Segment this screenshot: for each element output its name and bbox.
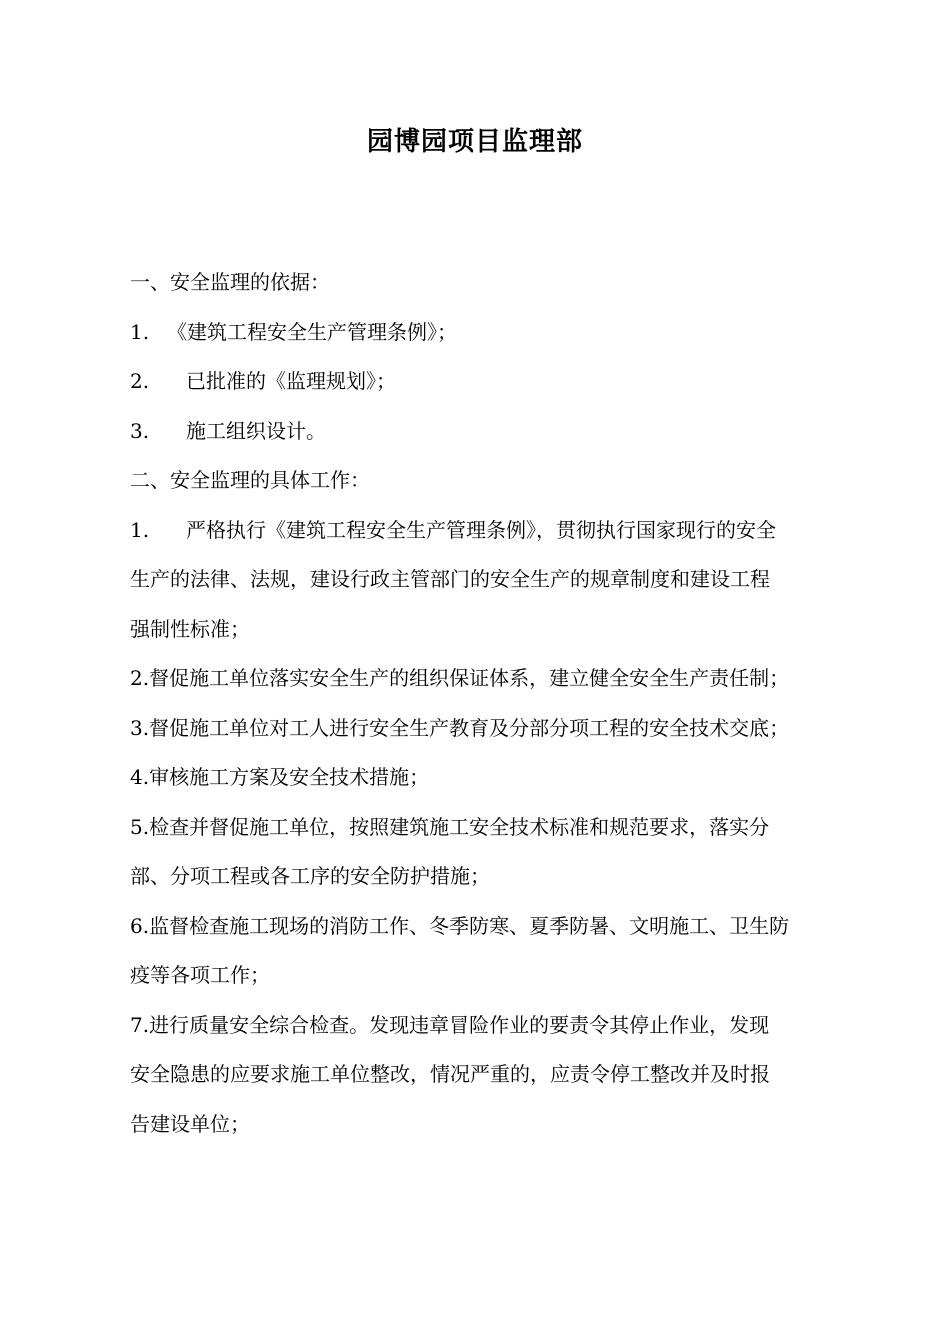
line-text: 严格执行《建筑工程安全生产管理条例》，贯彻执行国家现行的安全 bbox=[186, 517, 776, 542]
work-item-1 bbox=[130, 506, 860, 556]
line-text: 《建筑工程安全生产管理条例》； bbox=[167, 319, 457, 344]
work-item-7-cont bbox=[130, 1050, 860, 1100]
basis-item-2 bbox=[130, 357, 860, 407]
work-item-5 bbox=[130, 803, 860, 853]
line-text: 生产的法律、法规，建设行政主管部门的安全生产的规章制度和建设工程 bbox=[130, 567, 770, 591]
line-text: 2.督促施工单位落实安全生产的组织保证体系，建立健全安全生产责任制； bbox=[130, 666, 790, 690]
line-text: 强制性标准； bbox=[130, 616, 250, 641]
line-text: 4.审核施工方案及安全技术措施； bbox=[130, 765, 430, 789]
item-number: 1. bbox=[130, 517, 150, 542]
line-text: 已批准的《监理规划》； bbox=[186, 369, 396, 393]
work-item-6 bbox=[130, 902, 860, 952]
work-item-4 bbox=[130, 753, 860, 803]
line-text: 二、安全监理的具体工作： bbox=[130, 468, 370, 492]
work-item-2 bbox=[130, 654, 860, 704]
line-text: 部、分项工程或各工序的安全防护措施； bbox=[130, 864, 490, 888]
document-title: 园博园项目监理部 bbox=[366, 127, 583, 157]
line-text: 3.督促施工单位对工人进行安全生产教育及分部分项工程的安全技术交底； bbox=[130, 715, 790, 740]
work-item-1-cont bbox=[130, 555, 860, 605]
section-heading-basis bbox=[130, 258, 860, 308]
line-text: 5.检查并督促施工单位，按照建筑施工安全技术标准和规范要求，落实分 bbox=[130, 814, 770, 839]
work-item-5-cont bbox=[130, 852, 860, 902]
document-body bbox=[130, 258, 860, 1149]
item-number: 3. bbox=[130, 418, 150, 443]
work-item-7-cont bbox=[130, 1100, 860, 1150]
item-number: 2. bbox=[130, 369, 150, 393]
line-text: 施工组织设计。 bbox=[186, 418, 326, 443]
basis-item-1 bbox=[130, 308, 860, 358]
line-text: 7.进行质量安全综合检查。发现违章冒险作业的要责令其停止作业，发现 bbox=[130, 1012, 770, 1037]
section-heading-work bbox=[130, 456, 860, 506]
line-text: 6.监督检查施工现场的消防工作、冬季防寒、夏季防暑、文明施工、卫生防 bbox=[130, 913, 790, 938]
work-item-7 bbox=[130, 1001, 860, 1051]
line-text: 一、安全监理的依据： bbox=[130, 270, 330, 294]
line-text: 告建设单位； bbox=[130, 1111, 250, 1136]
line-text: 安全隐患的应要求施工单位整改，情况严重的，应责令停工整改并及时报 bbox=[130, 1062, 770, 1086]
line-text: 疫等各项工作； bbox=[130, 963, 270, 987]
work-item-1-cont bbox=[130, 605, 860, 655]
basis-item-3 bbox=[130, 407, 860, 457]
item-number: 1. bbox=[130, 319, 150, 344]
work-item-3 bbox=[130, 704, 860, 754]
work-item-6-cont bbox=[130, 951, 860, 1001]
